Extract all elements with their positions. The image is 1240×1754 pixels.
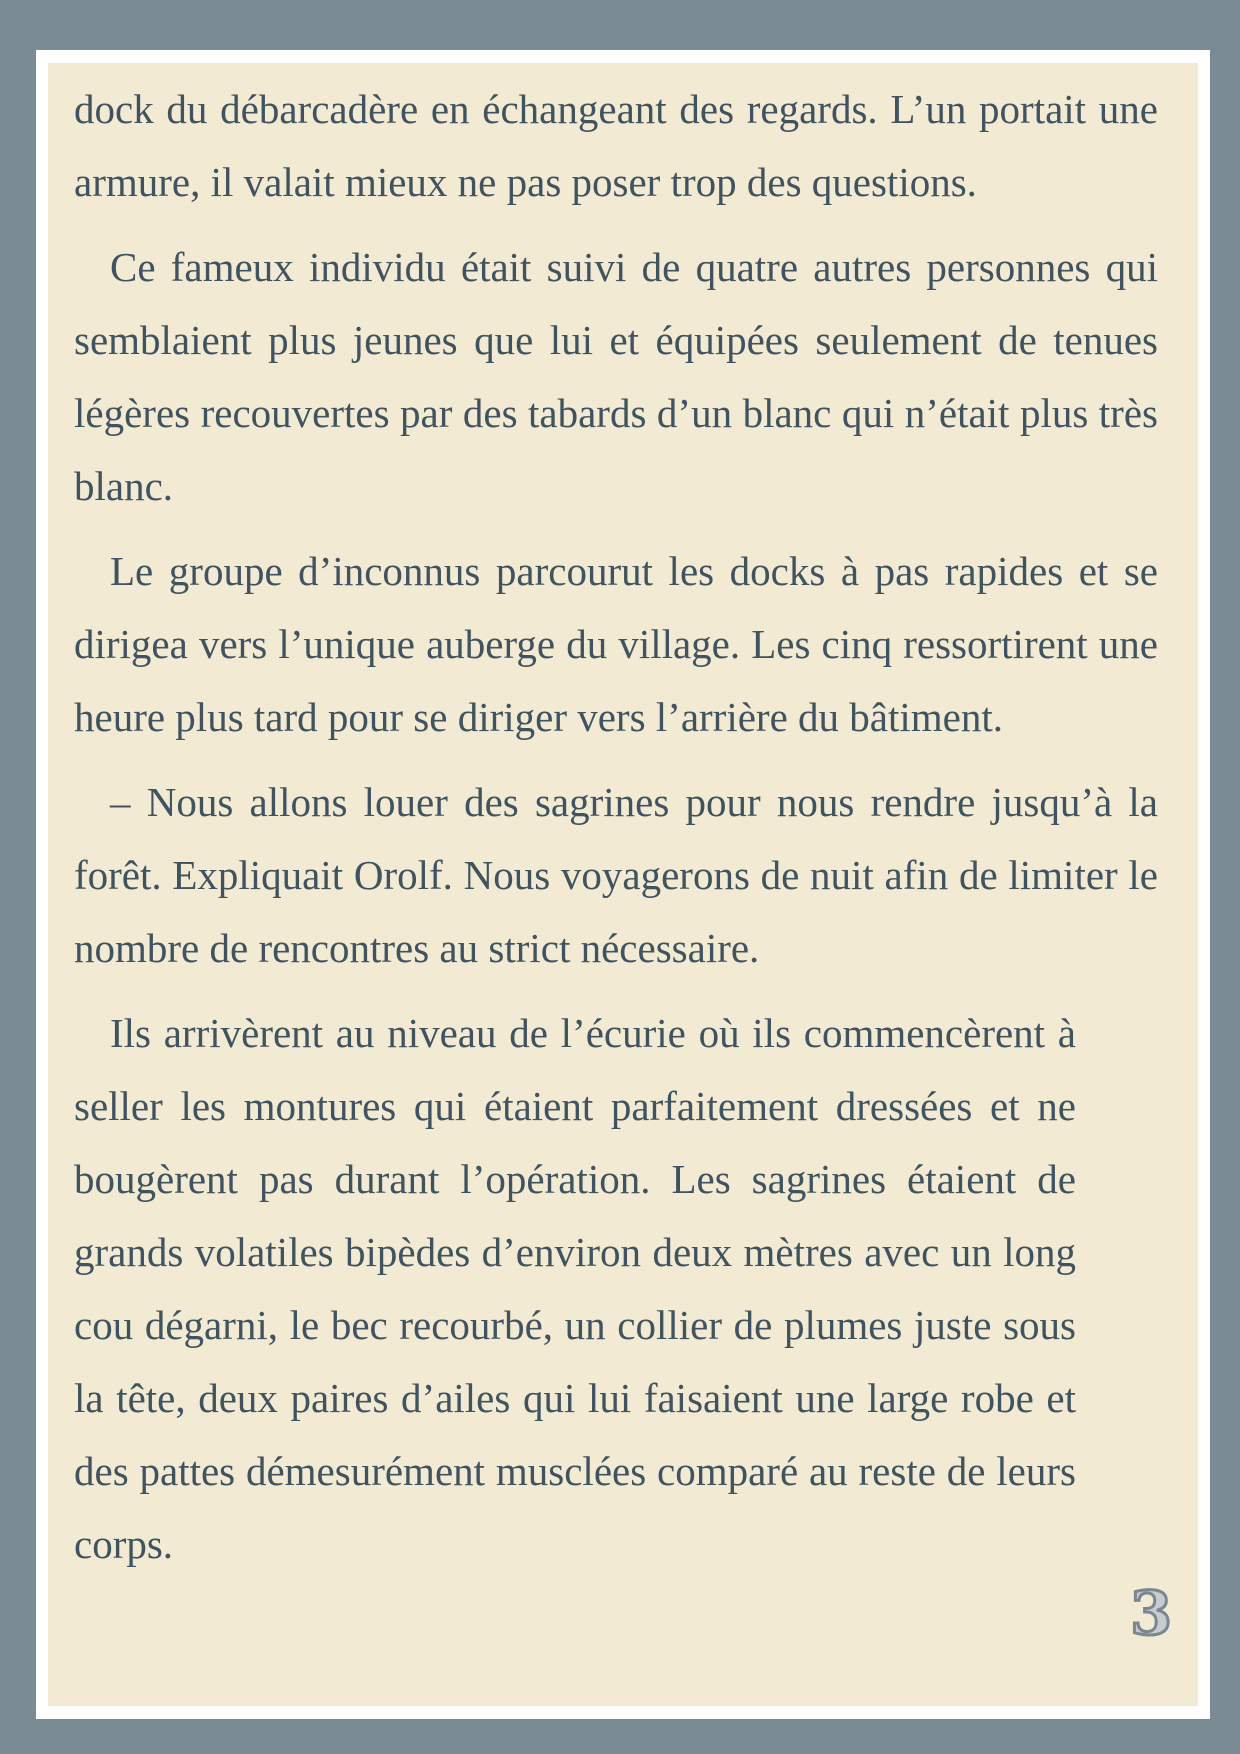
paragraph-5: Ils arrivèrent au niveau de l’écurie où ils commencèrent à seller les montures qui étaient parfaitement dressées et ne bougèrent pas durant l’opération. Les sagrines étaient de grands volatiles bipèdes d’environ deux mètres avec un long cou dégarni, le bec recourbé, un collier de plumes juste sous la tête, deux paires d’ailes qui lui faisaient une large robe et des pattes démesurément musclées comparé au reste de leurs corps. [74, 1010, 1076, 1567]
page [48, 63, 1198, 1706]
paragraph-1: dock du débarcadère en échangeant des regards. L’un portait une armure, il valait mieux ne pas poser trop des questions. [74, 86, 1158, 205]
body-text [74, 73, 1158, 1593]
paragraph-2: Ce fameux individu était suivi de quatre autres personnes qui semblaient plus jeunes que lui et équipées seulement de tenues légères recouvertes par des tabards d’un blanc qui n’était plus très blanc. [74, 244, 1158, 509]
page-number: 3 [1130, 1579, 1172, 1649]
paragraph-4: – Nous allons louer des sagrines pour nous rendre jusqu’à la forêt. Expliquait Orolf. Nous voyagerons de nuit afin de limiter le nombre de rencontres au strict nécessaire. [74, 779, 1158, 971]
paragraph-3: Le groupe d’inconnus parcourut les docks à pas rapides et se dirigea vers l’unique auberge du village. Les cinq ressortirent une heure plus tard pour se diriger vers l’arrière du bâtiment. [74, 548, 1158, 740]
